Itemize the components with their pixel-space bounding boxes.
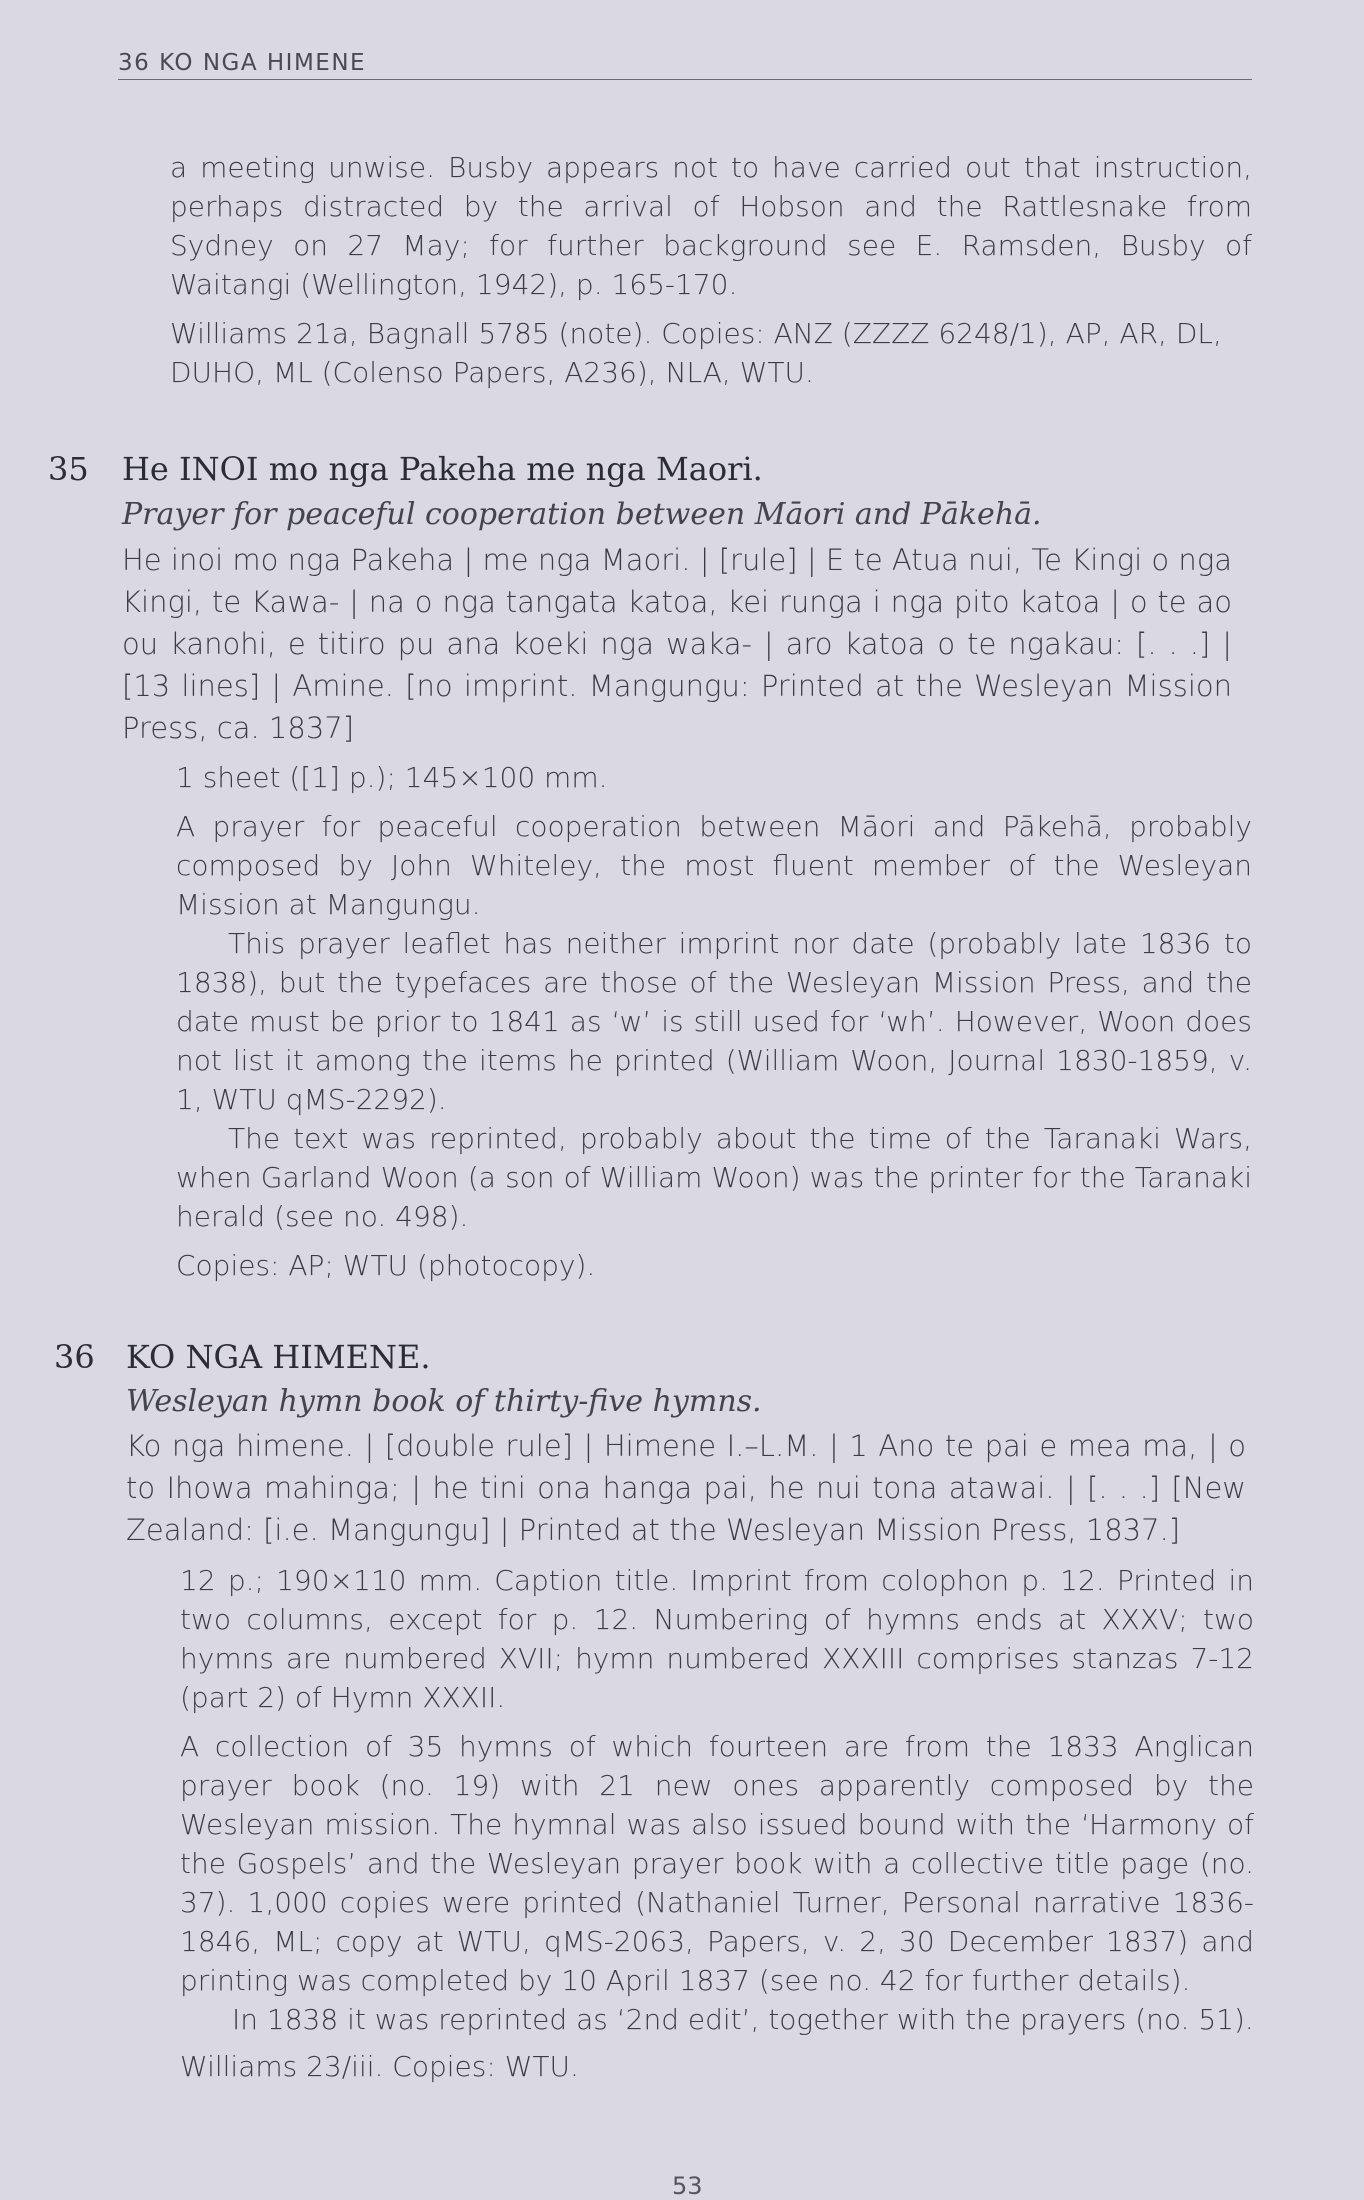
entry-transcription-36: Ko nga himene. | [double rule] | Himene I.–L.M. | 1 Ano te pai e mea ma, | o to Ihowa mahinga; | he tini ona hanga pai, he nui tona atawai. | [. . .] [New Zealand: [i.e. Mangungu] | Printed at the Wesleyan Mission Press, 1837.] xyxy=(126,1429,1246,1547)
page-number: 53 xyxy=(672,2172,703,2200)
collation-36: 12 p.; 190×110 mm. Caption title. Imprint from colophon p. 12. Printed in two columns, except for p. 12. Numbering of hymns ends at XXXV; two hymns are numbered XVII; hymn numbered XXXIII comprises stanzas 7-12 (part 2) of Hymn XXXII. xyxy=(180,1564,1254,1714)
note-35-1: A prayer for peaceful cooperation between Māori and Pākehā, probably composed by John Whiteley, the most fluent member of the Wesleyan Mission at Mangungu. xyxy=(176,810,1252,921)
collation-35: 1 sheet ([1] p.); 145×100 mm. xyxy=(176,761,608,794)
note-35-2: This prayer leaflet has neither imprint nor date (probably late 1836 to 1838), but the typefaces are those of the Wesleyan Mission Press, and the date must be prior to 1841 as ‘w’ is still used for ‘wh’. However, Woon does not list it among the items he printed (William Woon, Journal 1830-1859, v. 1, WTU qMS-2292). xyxy=(176,927,1252,1116)
entry-title-36: KO NGA HIMENE. xyxy=(126,1338,431,1376)
entry-subtitle-35: Prayer for peaceful cooperation between Māori and Pākehā. xyxy=(122,497,1042,532)
entry-notes-36 xyxy=(180,1561,1254,2086)
header-rule xyxy=(118,79,1252,80)
carryover-block xyxy=(170,148,1252,392)
entry-notes-35 xyxy=(176,758,1252,1285)
entry-number-35: 35 xyxy=(48,450,89,488)
entry-transcription-35: He inoi mo nga Pakeha | me nga Maori. | [rule] | E te Atua nui, Te Kingi o nga Kingi, te Kawa- | na o nga tangata katoa, kei runga i nga pito katoa | o te ao ou kanohi, e titiro pu ana koeki nga waka- | aro katoa o te ngakau: [. . .] | [13 lines] | Amine. [no imprint. Mangungu: Printed at the Wesleyan Mission Press, ca. 1837] xyxy=(122,543,1232,745)
copies-36: Williams 23/iii. Copies: WTU. xyxy=(180,2050,579,2083)
copies-35: Copies: AP; WTU (photocopy). xyxy=(176,1249,596,1282)
entry-subtitle-36: Wesleyan hymn book of thirty-five hymns. xyxy=(126,1384,762,1419)
entry-title-35: He INOI mo nga Pakeha me nga Maori. xyxy=(122,450,763,488)
note-36-1: A collection of 35 hymns of which fourteen are from the 1833 Anglican prayer book (no. 19) with 21 new ones apparently composed by the Wesleyan mission. The hymnal was also issued bound with the ‘Harmony of the Gospels’ and the Wesleyan prayer book with a collective title page (no. 37). 1,000 copies were printed (Nathaniel Turner, Personal narrative 1836-1846, ML; copy at WTU, qMS-2063, Papers, v. 2, 30 December 1837) and printing was completed by 10 April 1837 (see no. 42 for further details). xyxy=(180,1730,1254,1997)
running-head: 36 KO NGA HIMENE xyxy=(118,50,367,76)
note-36-2: In 1838 it was reprinted as ‘2nd edit’, together with the prayers (no. 51). xyxy=(232,2003,1254,2036)
note-35-3: The text was reprinted, probably about the time of the Taranaki Wars, when Garland Woon (a son of William Woon) was the printer for the Taranaki herald (see no. 498). xyxy=(176,1122,1252,1233)
carryover-paragraph: a meeting unwise. Busby appears not to have carried out that instruction, perhaps distracted by the arrival of Hobson and the Rattlesnake from Sydney on 27 May; for further background see E. Ramsden, Busby of Waitangi (Wellington, 1942), p. 165-170. xyxy=(170,151,1252,301)
carryover-references: Williams 21a, Bagnall 5785 (note). Copies: ANZ (ZZZZ 6248/1), AP, AR, DL, DUHO, ML (Colenso Papers, A236), NLA, WTU. xyxy=(170,317,1222,389)
entry-number-36: 36 xyxy=(54,1338,95,1376)
